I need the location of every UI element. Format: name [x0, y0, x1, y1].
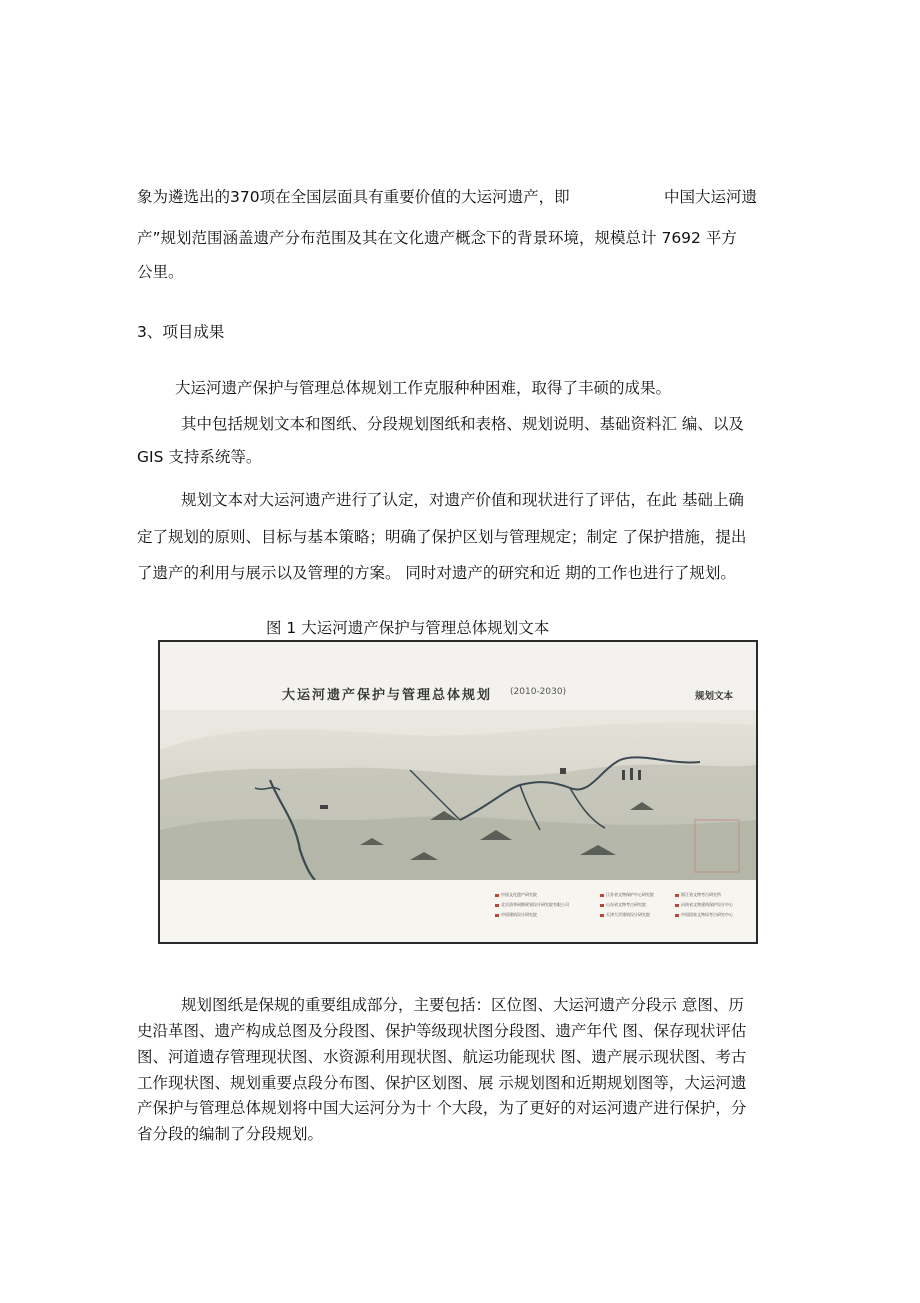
paragraph-3-line-2: GIS 支持系统等。: [137, 448, 262, 466]
paragraph-1-line-3: 公里。: [137, 263, 184, 281]
paragraph-2: 大运河遗产保护与管理总体规划工作克服种种困难，取得了丰硕的成果。: [175, 379, 672, 397]
map-illustration: [160, 710, 756, 880]
paragraph-5-line-4: 工作现状图、规划重要点段分布图、保护区划图、展 示规划图和近期规划图等，大运河遗: [137, 1074, 747, 1092]
legend-item: 中国国家文物局考古研究中心: [675, 912, 733, 917]
paragraph-5-line-1: 规划图纸是保规的重要组成部分，主要包括：区位图、大运河遗产分段示 意图、历: [181, 996, 744, 1014]
paragraph-5-line-5: 产保护与管理总体规划将中国大运河分为十 个大段，为了更好的对运河遗产进行保护，分: [137, 1099, 747, 1117]
paragraph-5-line-3: 图、河道遗存管理现状图、水资源利用现状图、航运功能现状 图、遗产展示现状图、考古: [137, 1048, 747, 1066]
legend-item: 江苏省文物保护中心研究院: [600, 892, 654, 897]
legend-item: 北京清华同衡规划设计研究院有限公司: [495, 902, 569, 907]
legend-item: 浙江省文物考古研究所: [675, 892, 721, 897]
paragraph-1-line-2: 产”规划范围涵盖遗产分布范围及其在文化遗产概念下的背景环境，规模总计 7692 平方: [137, 229, 737, 247]
legend-item: 山东省文物考古研究院: [600, 902, 646, 907]
paragraph-5-line-2: 史沿革图、遗产构成总图及分段图、保护等级现状图分段图、遗产年代 图、保存现状评估: [137, 1022, 747, 1040]
legend-item: 天津大学建筑设计研究院: [600, 912, 650, 917]
legend-item: 中国建筑设计研究院: [495, 912, 537, 917]
figure-title: 大运河遗产保护与管理总体规划: [282, 688, 493, 703]
paragraph-1-line-1: 象为遴选出的370项在全国层面具有重要价值的大运河遗产，即: [137, 188, 570, 206]
paragraph-5-line-6: 省分段的编制了分段规划。: [137, 1125, 324, 1143]
figure-caption: 图 1 大运河遗产保护与管理总体规划文本: [266, 619, 550, 637]
figure-label: 规划文本: [695, 691, 734, 702]
figure-legend: [160, 880, 756, 942]
paragraph-4-line-2: 定了规划的原则、目标与基本策略；明确了保护区划与管理规定；制定 了保护措施，提出: [137, 528, 747, 546]
legend-item: 中国文化遗产研究院: [495, 892, 537, 897]
figure-header: [160, 642, 756, 710]
legend-item: 河南省文物建筑保护设计中心: [675, 902, 733, 907]
paragraph-4-line-3: 了遗产的利用与展示以及管理的方案。 同时对遗产的研究和近 期的工作也进行了规划。: [137, 564, 736, 582]
paragraph-4-line-1: 规划文本对大运河遗产进行了认定，对遗产价值和现状进行了评估，在此 基础上确: [181, 491, 744, 509]
figure-plan-cover: [158, 640, 758, 944]
figure-years: (2010-2030): [510, 687, 567, 697]
paragraph-1-line-1-tail: 中国大运河遗: [664, 188, 758, 206]
section-heading: 3、项目成果: [137, 323, 225, 341]
paragraph-3-line-1: 其中包括规划文本和图纸、分段规划图纸和表格、规划说明、基础资料汇 编、以及: [181, 415, 744, 433]
